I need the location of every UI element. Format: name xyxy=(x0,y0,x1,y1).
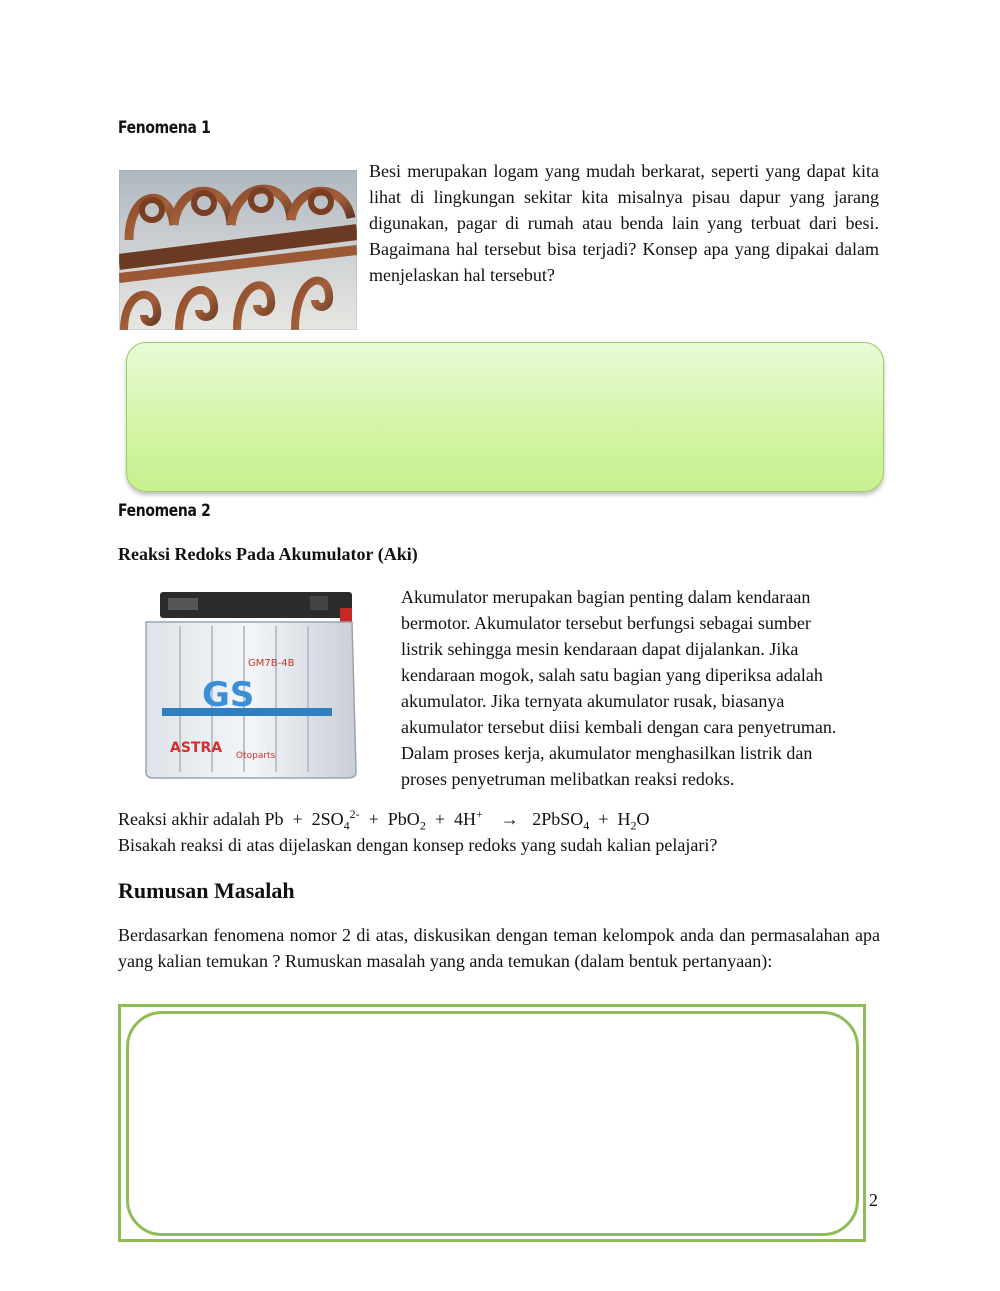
fenomena-1-title: Fenomena 1 xyxy=(118,118,211,138)
water-h: H xyxy=(617,809,631,829)
fenomena-2-title: Fenomena 2 xyxy=(118,501,211,521)
sulfate-term xyxy=(311,807,360,833)
text-line: kendaraan mogok, salah satu bagian yang diperiksa adalah xyxy=(401,665,823,685)
battery-brand-label: GS xyxy=(202,675,255,715)
battery-maker-suffix: Otoparts xyxy=(236,751,276,761)
lead-dioxide-base: PbO xyxy=(387,809,420,829)
water-subscript: 2 xyxy=(630,818,637,833)
text-line: Akumulator merupakan bagian penting dalam kendaraan xyxy=(401,587,811,607)
lead-dioxide-term xyxy=(387,809,426,833)
text-line: proses penyetruman melibatkan reaksi redoks. xyxy=(401,769,735,789)
equation-prefix: Reaksi akhir adalah Pb xyxy=(118,809,284,829)
hydrogen-term xyxy=(454,809,483,829)
rumusan-answer-box[interactable] xyxy=(126,1011,859,1236)
rumusan-text: Berdasarkan fenomena nomor 2 di atas, diskusikan dengan teman kelompok anda dan permasalahan apa yang kalian temukan ? Rumuskan masalah yang anda temukan (dalam bentuk pertanyaan): xyxy=(118,925,880,971)
sulfate-charge: 2- xyxy=(349,807,360,821)
fenomena-1-answer-box[interactable] xyxy=(126,342,884,492)
hydrogen-base: 4H xyxy=(453,809,476,829)
text-line: listrik sehingga mesin kendaraan dapat dijalankan. Jika xyxy=(401,639,799,659)
battery-model-label: GM7B-4B xyxy=(248,658,295,669)
reaction-arrow: → xyxy=(500,809,519,829)
lead-sulfate-subscript: 4 xyxy=(583,818,590,833)
text-line: akumulator. Jika ternyata akumulator rusak, biasanya xyxy=(401,691,785,711)
plus-sign: + xyxy=(368,809,379,829)
rumusan-heading: Rumusan Masalah xyxy=(118,878,295,903)
plus-sign: + xyxy=(292,809,303,829)
water-o: O xyxy=(636,809,650,829)
battery-photo xyxy=(140,586,362,782)
lead-dioxide-subscript: 2 xyxy=(419,818,426,833)
plus-sign: + xyxy=(434,809,445,829)
text-line: akumulator tersebut diisi kembali dengan cara penyetruman. xyxy=(401,717,837,737)
sulfate-base: 2SO xyxy=(311,809,344,829)
hydrogen-charge: + xyxy=(475,807,483,821)
rusty-fence-photo xyxy=(119,170,357,330)
plus-sign: + xyxy=(598,809,609,829)
fenomena-2-subtitle: Reaksi Redoks Pada Akumulator (Aki) xyxy=(118,544,418,564)
page-number: 2 xyxy=(869,1190,878,1210)
battery-illustration xyxy=(140,586,362,782)
water-term xyxy=(617,809,650,833)
reaction-equation xyxy=(118,806,649,832)
fenomena-1-text: Besi merupakan logam yang mudah berkarat, seperti yang dapat kita lihat di lingkungan sekitar kita misalnya pisau dapur yang jarang digunakan, pagar di rumah atau benda lain yang terbuat dari besi. Bagaimana hal tersebut bisa terjadi? Konsep apa yang dipakai dalam menjelaskan hal tersebut? xyxy=(369,161,879,285)
text-line: bermotor. Akumulator tersebut berfungsi sebagai sumber xyxy=(401,613,811,633)
rusty-fence-illustration xyxy=(119,170,357,330)
sulfate-subscript: 4 xyxy=(343,818,350,833)
text-line: Dalam proses kerja, akumulator menghasilkan listrik dan xyxy=(401,743,813,763)
lead-sulfate-term xyxy=(532,809,590,833)
fenomena-2-question: Bisakah reaksi di atas dijelaskan dengan konsep redoks yang sudah kalian pelajari? xyxy=(118,835,718,855)
battery-maker-label: ASTRA xyxy=(170,740,223,756)
lead-sulfate-base: 2PbSO xyxy=(532,809,584,829)
fenomena-2-text xyxy=(401,584,881,792)
